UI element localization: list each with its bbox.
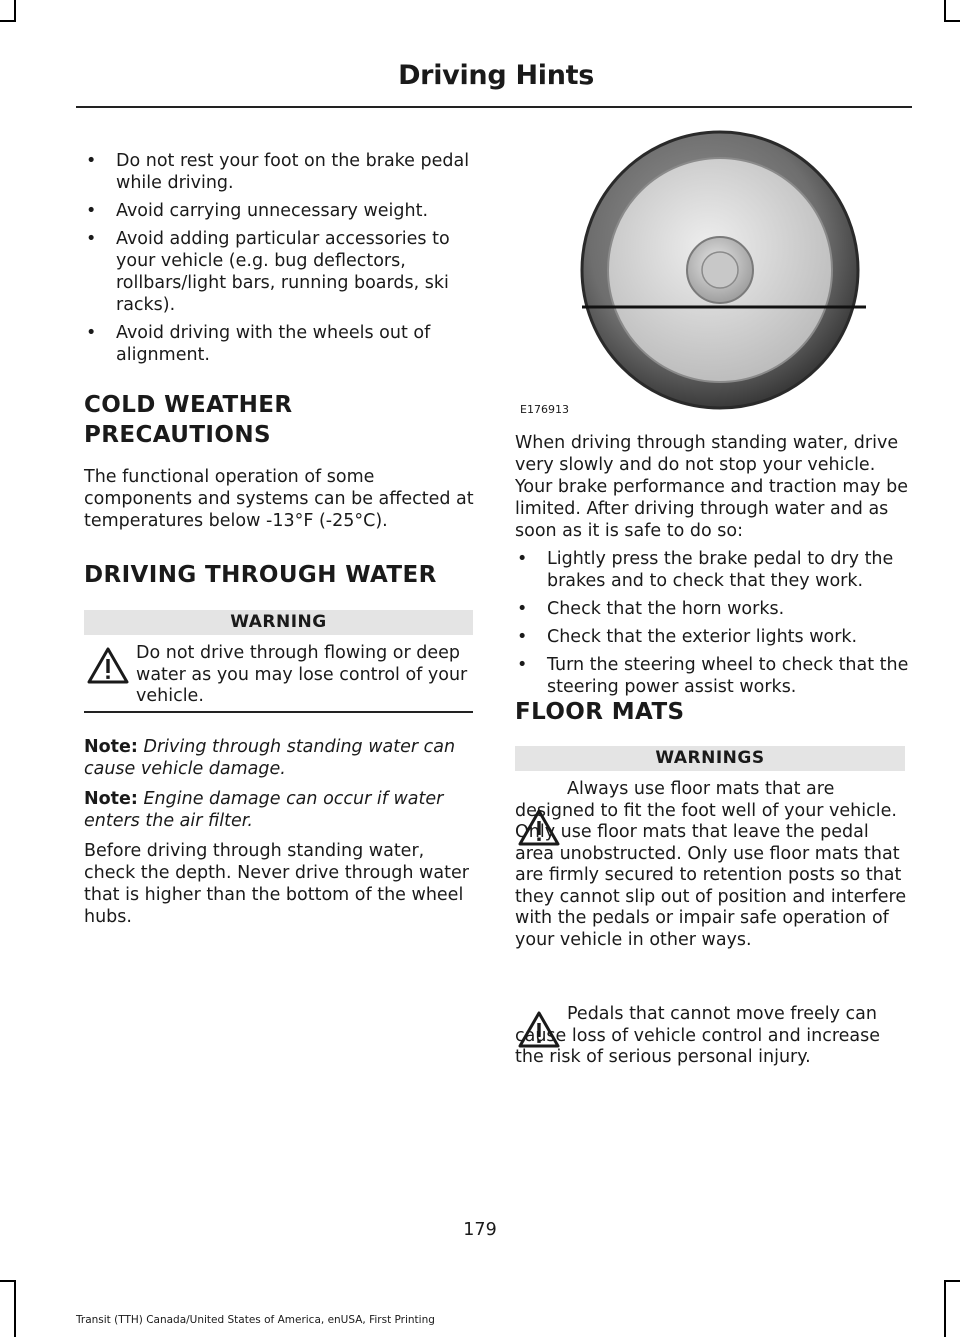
list-item: • Check that the exterior lights work.	[515, 626, 909, 648]
floor-mat-warning-2: Pedals that cannot move freely can cause loss of vehicle control and increase the risk of serious personal injury.	[515, 1004, 881, 1067]
tips-list	[84, 150, 476, 372]
footer-text: Transit (TTH) Canada/United States of America, enUSA, First Printing	[76, 1314, 435, 1326]
warning-divider	[84, 711, 473, 713]
note-text: Driving through standing water can cause vehicle damage.	[84, 737, 456, 779]
crop-mark	[944, 1280, 960, 1282]
crop-mark	[14, 1280, 16, 1337]
page-title: Driving Hints	[398, 60, 594, 91]
crop-mark	[944, 0, 946, 22]
list-item: • Avoid adding particular accessories to your vehicle (e.g. bug deflectors, rollbars/light bars, running boards, ski racks).	[84, 228, 476, 316]
crop-mark	[0, 1280, 16, 1282]
list-item: • Avoid driving with the wheels out of alignment.	[84, 322, 476, 366]
note-2	[84, 788, 476, 832]
heading-line: PRECAUTIONS	[84, 422, 271, 448]
crop-mark	[14, 0, 16, 22]
warning-header: WARNING	[84, 610, 473, 635]
after-water-checklist	[515, 548, 909, 704]
list-item: • Turn the steering wheel to check that the steering power assist works.	[515, 654, 909, 698]
warnings-header: WARNINGS	[515, 746, 905, 771]
note-text: Engine damage can occur if water enters the air filter.	[84, 789, 444, 831]
water-depth-text: Before driving through standing water, check the depth. Never drive through water that is higher than the bottom of the wheel hubs.	[84, 841, 469, 927]
warning-text: Do not drive through flowing or deep water as you may lose control of your vehicle.	[136, 643, 468, 706]
note-label: Note:	[84, 789, 138, 809]
header-rule	[76, 106, 912, 108]
heading-line: COLD WEATHER	[84, 392, 293, 418]
warning-triangle-icon	[86, 646, 130, 686]
cold-weather-text: The functional operation of some components and systems can be affected at temperatures below -13°F (-25°C).	[84, 467, 474, 531]
note-1	[84, 736, 476, 780]
driving-through-water-heading: DRIVING THROUGH WATER	[84, 562, 437, 588]
floor-mat-warning-1: Always use floor mats that are designed to fit the foot well of your vehicle. Only use floor mats that leave the pedal area unobstructed. Only use floor mats that are firmly secured to retention posts so that they cannot slip out of position and interfere with the pedals or impair safe operation of your vehicle in other ways.	[515, 779, 907, 950]
crop-mark	[0, 20, 16, 22]
standing-water-text: When driving through standing water, drive very slowly and do not stop your vehicle. Your brake performance and traction may be limited. After driving through water and as soon as it is safe to do so:	[515, 433, 908, 541]
wheel-water-level-illustration	[570, 122, 870, 412]
floor-mats-heading: FLOOR MATS	[515, 699, 685, 725]
page-number: 179	[463, 1220, 497, 1240]
list-item: • Avoid carrying unnecessary weight.	[84, 200, 476, 222]
list-item: • Check that the horn works.	[515, 598, 909, 620]
crop-mark	[944, 20, 960, 22]
note-label: Note:	[84, 737, 138, 757]
list-item: • Lightly press the brake pedal to dry the brakes and to check that they work.	[515, 548, 909, 592]
crop-mark	[944, 1280, 946, 1337]
cold-weather-heading	[84, 390, 476, 450]
figure-id: E176913	[520, 403, 569, 416]
list-item: • Do not rest your foot on the brake pedal while driving.	[84, 150, 476, 194]
